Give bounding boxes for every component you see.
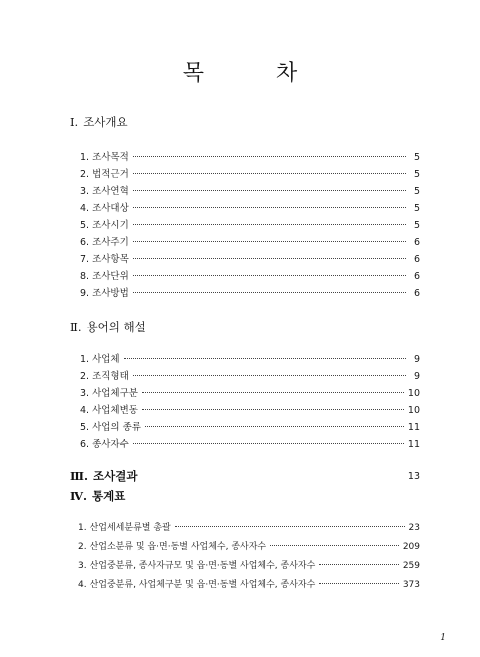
entry-number: 8. xyxy=(80,271,90,282)
entry-label: 사업체구분 xyxy=(92,388,138,399)
entry-page: 5 xyxy=(413,169,420,180)
entry-label: 산업세세분류별 총괄 xyxy=(89,523,171,533)
section-numeral: Ⅱ. xyxy=(70,320,82,334)
entry-label: 조사시기 xyxy=(92,220,129,231)
entry-number: 2. xyxy=(80,169,90,180)
entry-number: 7. xyxy=(80,254,90,265)
entry-page: 6 xyxy=(413,288,420,299)
toc-entry[interactable] xyxy=(80,251,420,265)
entry-number: 4. xyxy=(80,203,90,214)
entry-page: 11 xyxy=(407,439,420,450)
entry-label: 조직형태 xyxy=(92,371,129,382)
entry-page: 373 xyxy=(402,580,420,590)
toc-entry[interactable] xyxy=(80,234,420,248)
toc-entry[interactable] xyxy=(80,419,420,433)
section-label: 용어의 해설 xyxy=(86,320,146,334)
entry-number: 4. xyxy=(80,405,90,416)
section-numeral: Ⅲ. xyxy=(70,469,89,483)
dot-leader xyxy=(133,292,406,293)
entry-page: 209 xyxy=(402,542,420,552)
entry-label: 조사단위 xyxy=(92,271,129,282)
entry-page: 9 xyxy=(413,354,420,365)
entry-number: 2. xyxy=(80,371,90,382)
dot-leader xyxy=(133,173,406,174)
toc-entry[interactable] xyxy=(80,436,420,450)
toc-entry[interactable] xyxy=(78,520,420,534)
entry-page: 11 xyxy=(407,422,420,433)
entry-number: 5. xyxy=(80,422,90,433)
entry-label: 조사연혁 xyxy=(92,186,129,197)
entry-number: 2. xyxy=(78,542,87,552)
entry-label: 산업중분류, 종사자규모 및 읍·면·동별 사업체수, 종사자수 xyxy=(89,561,316,571)
entry-label: 조사목적 xyxy=(92,152,129,163)
entry-label: 조사방법 xyxy=(92,288,129,299)
toc-entry[interactable] xyxy=(78,539,420,553)
toc-entry[interactable] xyxy=(80,402,420,416)
dot-leader xyxy=(319,583,399,584)
dot-leader xyxy=(133,443,404,444)
dot-leader xyxy=(142,392,404,393)
toc-entry[interactable] xyxy=(78,558,420,572)
section-heading-1[interactable] xyxy=(70,114,128,130)
entry-label: 사업의 종류 xyxy=(92,422,141,433)
entry-number: 9. xyxy=(80,288,90,299)
section-label: 조사개요 xyxy=(83,115,128,129)
section-heading-2[interactable] xyxy=(70,319,146,335)
entry-page: 10 xyxy=(407,388,420,399)
entry-number: 5. xyxy=(80,220,90,231)
toc-entry[interactable] xyxy=(80,268,420,282)
section-label: 조사결과 xyxy=(93,469,138,483)
entry-label: 종사자수 xyxy=(92,439,129,450)
entry-number: 1. xyxy=(80,354,90,365)
entry-number: 1. xyxy=(78,523,87,533)
entry-number: 3. xyxy=(78,561,87,571)
entry-page: 6 xyxy=(413,237,420,248)
section-label: 통계표 xyxy=(92,489,126,503)
dot-leader xyxy=(145,426,404,427)
dot-leader xyxy=(142,409,404,410)
section-heading-4[interactable] xyxy=(70,488,125,504)
toc-entry[interactable] xyxy=(80,351,420,365)
entry-label: 산업소분류 및 읍·면·동별 사업체수, 종사자수 xyxy=(89,542,267,552)
toc-entry[interactable] xyxy=(80,149,420,163)
entry-number: 3. xyxy=(80,186,90,197)
section-numeral: Ⅳ. xyxy=(70,489,88,503)
title-left: 목 xyxy=(182,61,204,86)
entry-page: 6 xyxy=(413,271,420,282)
dot-leader xyxy=(124,358,406,359)
toc-entry[interactable] xyxy=(80,200,420,214)
entry-page: 5 xyxy=(413,203,420,214)
toc-entry[interactable] xyxy=(80,385,420,399)
entry-number: 1. xyxy=(80,152,90,163)
entry-label: 조사대상 xyxy=(92,203,129,214)
toc-entry[interactable] xyxy=(80,183,420,197)
dot-leader xyxy=(133,258,406,259)
entry-page: 259 xyxy=(402,561,420,571)
dot-leader xyxy=(133,190,406,191)
entry-label: 조사주기 xyxy=(92,237,129,248)
entry-page: 5 xyxy=(413,220,420,231)
dot-leader xyxy=(270,545,399,546)
entry-page: 6 xyxy=(413,254,420,265)
entry-number: 3. xyxy=(80,388,90,399)
entry-label: 조사항목 xyxy=(92,254,129,265)
section-numeral: Ⅰ. xyxy=(70,115,79,129)
section-heading-3[interactable] xyxy=(70,468,137,484)
entry-label: 사업체 xyxy=(92,354,120,365)
entry-page: 10 xyxy=(407,405,420,416)
page-title xyxy=(0,56,480,87)
dot-leader xyxy=(133,207,406,208)
dot-leader xyxy=(133,224,406,225)
page-number: 1 xyxy=(440,633,446,643)
toc-entry[interactable] xyxy=(78,577,420,591)
entry-number: 6. xyxy=(80,439,90,450)
section-page: 13 xyxy=(407,471,420,482)
dot-leader xyxy=(133,241,406,242)
entry-label: 법적근거 xyxy=(92,169,129,180)
entry-label: 산업중분류, 사업체구분 및 읍·면·동별 사업체수, 종사자수 xyxy=(89,580,316,590)
dot-leader xyxy=(133,375,406,376)
entry-label: 사업체변동 xyxy=(92,405,138,416)
dot-leader xyxy=(133,275,406,276)
entry-page: 9 xyxy=(413,371,420,382)
dot-leader xyxy=(175,526,405,527)
title-right: 차 xyxy=(276,61,298,86)
toc-entry[interactable] xyxy=(80,285,420,299)
toc-entry[interactable] xyxy=(80,217,420,231)
toc-entry[interactable] xyxy=(80,368,420,382)
dot-leader xyxy=(133,156,406,157)
entry-number: 4. xyxy=(78,580,87,590)
entry-page: 5 xyxy=(413,152,420,163)
entry-page: 5 xyxy=(413,186,420,197)
toc-entry[interactable] xyxy=(80,166,420,180)
entry-page: 23 xyxy=(408,523,420,533)
dot-leader xyxy=(319,564,399,565)
entry-number: 6. xyxy=(80,237,90,248)
